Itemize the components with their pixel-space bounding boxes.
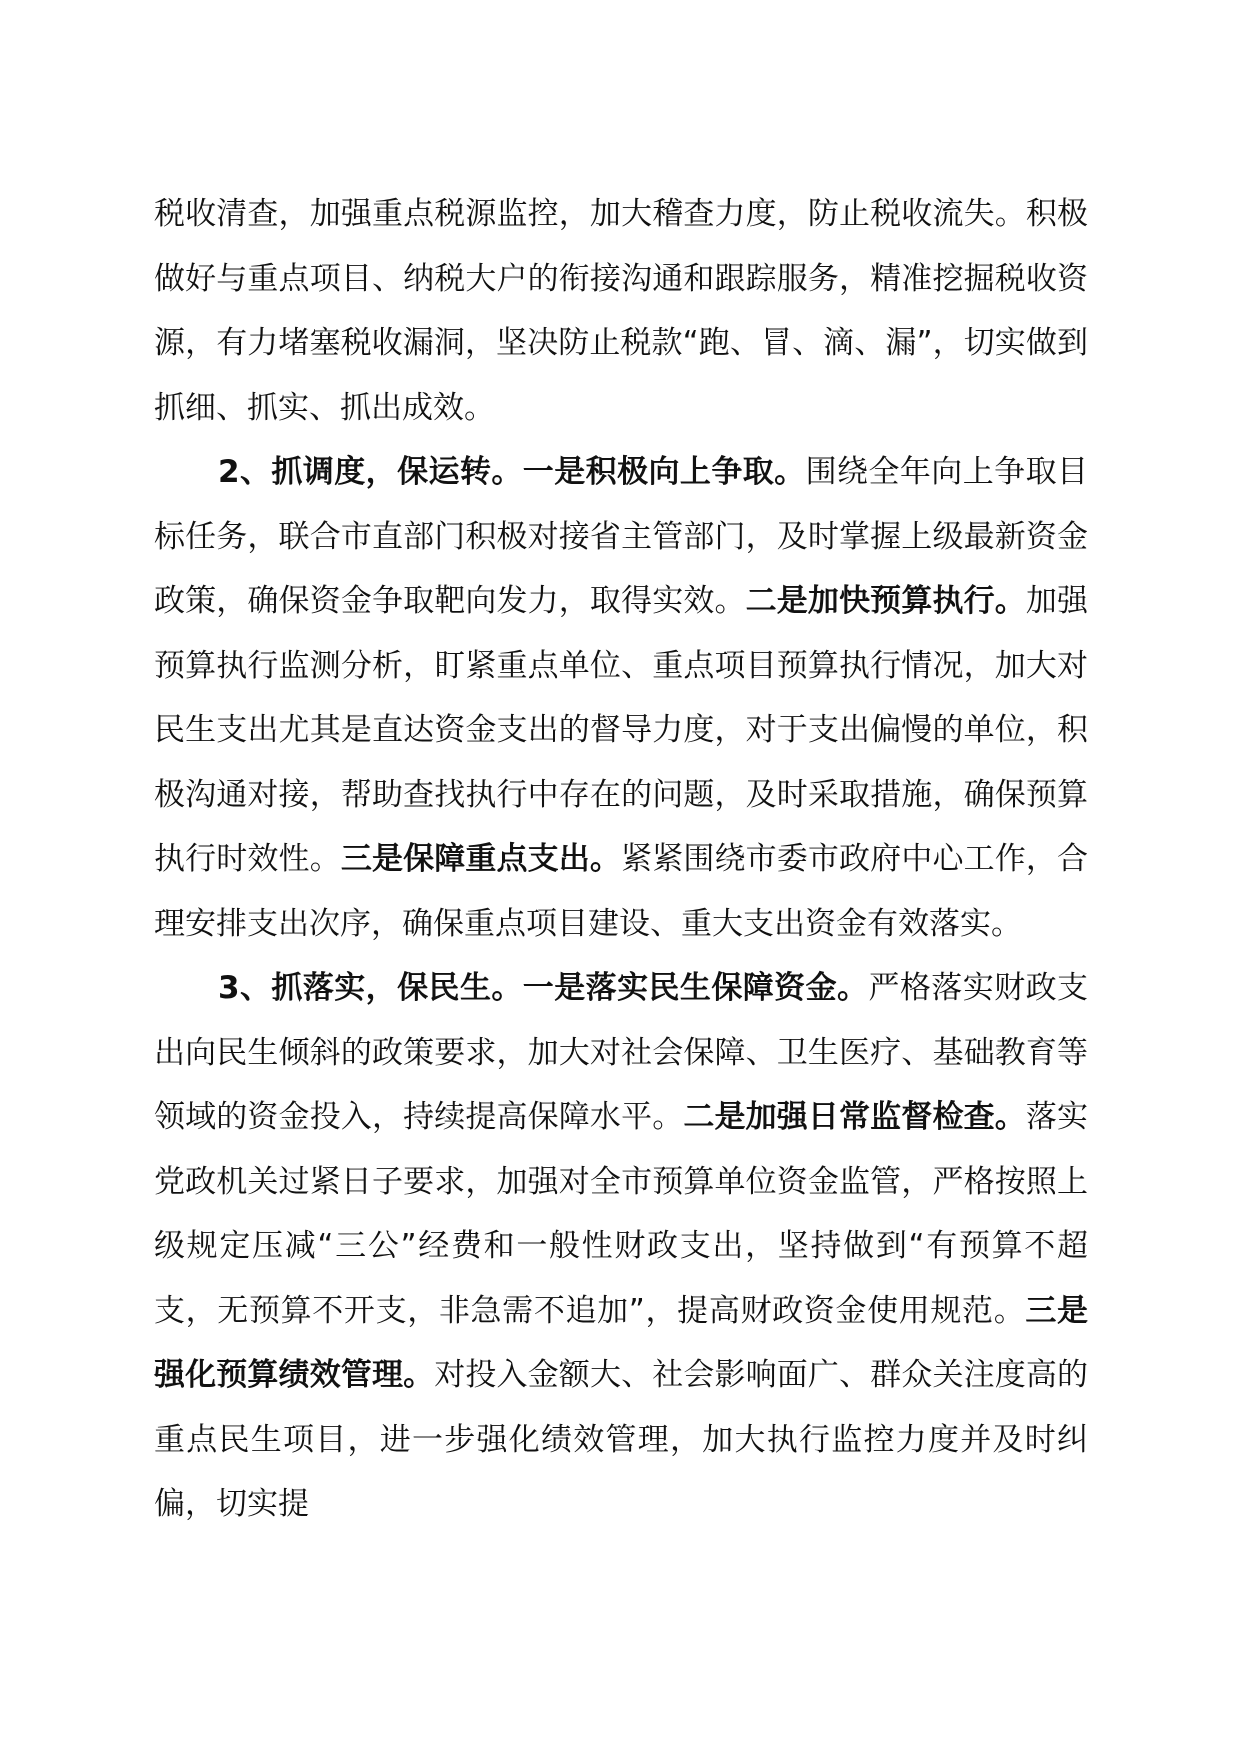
- subheading-supervision: 二是加强日常监督检查。: [683, 1099, 1026, 1135]
- heading-scheduling: 2、抓调度，保运转。一是积极向上争取。: [218, 454, 806, 490]
- subheading-key-expenditure: 三是保障重点支出。: [340, 841, 622, 877]
- subheading-budget-execution: 二是加快预算执行。: [745, 583, 1026, 619]
- subheading-performance: 三是强化预算绩效管理。: [154, 1292, 1088, 1393]
- heading-livelihood: 3、抓落实，保民生。一是落实民生保障资金。: [218, 970, 869, 1006]
- paragraph-text: 对投入金额大、社会影响面广、群众关注度高的重点民生项目，进一步强化绩效管理，加大执行监控力度并及时纠偏，切实提: [154, 1357, 1089, 1522]
- paragraph-text: 紧紧围绕市委市政府中心工作，合理安排支出次序，确保重点项目建设、重大支出资金有效落实。: [154, 841, 1089, 942]
- paragraph-text: 落实党政机关过紧日子要求，加强对全市预算单位资金监管，严格按照上级规定压减“三公”经费和一般性财政支出，坚持做到“有预算不超支，无预算不开支，非急需不追加”，提高财政资金使用规范。: [154, 1099, 1089, 1329]
- paragraph-livelihood: [154, 956, 1088, 1537]
- paragraph-text: 围绕全年向上争取目标任务，联合市直部门积极对接省主管部门，及时掌握上级最新资金政策，确保资金争取靶向发力，取得实效。: [154, 454, 1088, 619]
- paragraph-text: 加强预算执行监测分析，盯紧重点单位、重点项目预算执行情况，加大对民生支出尤其是直达资金支出的督导力度，对于支出偏慢的单位，积极沟通对接，帮助查找执行中存在的问题，及时采取措施，确保预算执行时效性。: [154, 583, 1089, 877]
- document-body: [154, 182, 1088, 1537]
- paragraph-text: 严格落实财政支出向民生倾斜的政策要求，加大对社会保障、卫生医疗、基础教育等领域的资金投入，持续提高保障水平。: [154, 970, 1088, 1135]
- paragraph-text: 税收清查，加强重点税源监控，加大稽查力度，防止税收流失。积极做好与重点项目、纳税大户的衔接沟通和跟踪服务，精准挖掘税收资源，有力堵塞税收漏洞，坚决防止税款“跑、冒、滴、漏”，切实做到抓细、抓实、抓出成效。: [154, 196, 1088, 426]
- paragraph-scheduling: [154, 440, 1088, 956]
- paragraph-tax-collection: [154, 182, 1088, 440]
